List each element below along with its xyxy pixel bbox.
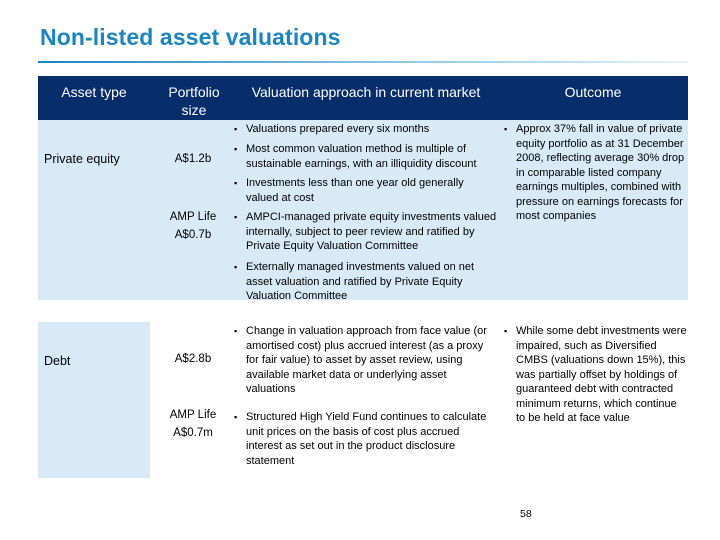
asset-type-cell: Debt [44,354,71,368]
portfolio-size-cell: AMP Life A$0.7b [169,211,217,241]
approach-bullet: ▪ Valuations prepared every six months [234,123,430,135]
header-portfolio-size: Portfolio size [168,84,220,118]
header-outcome: Outcome [564,84,622,100]
approach-bullet: ▪ Change in valuation approach from face value (or amortised cost) plus accrued interest (as a proxy for fair value) to asset by asset review, using available market data or underlying asset valuations [234,325,487,395]
table-row-debt-bar [38,322,150,478]
approach-bullet: ▪ Investments less than one year old generally valued at cost [234,177,464,204]
approach-bullet: ▪ AMPCI-managed private equity investments valued internally, subject to peer review and ratified by Private Equity Valuation Committee [234,211,497,252]
page-number: 58 [520,508,532,520]
approach-bullet: ▪ Structured High Yield Fund continues to calculate unit prices on the basis of cost plus accrued interest as set out in the product disclosure statement [234,411,487,467]
asset-type-cell: Private equity [44,152,120,166]
portfolio-size-cell: A$2.8b [174,353,212,365]
portfolio-size-cell: A$1.2b [174,153,212,165]
title-underline [38,61,688,63]
header-valuation-approach: Valuation approach in current market [251,84,481,100]
portfolio-size-cell: AMP Life A$0.7m [169,409,217,439]
header-asset-type: Asset type [61,84,127,100]
outcome-bullet: ▪ Approx 37% fall in value of private equity portfolio as at 31 December 2008, reflecting average 30% drop in comparable listed company earnings multiples, combined with pressure on earnings forecasts for most companies [504,123,685,222]
page-title: Non-listed asset valuations [40,24,341,50]
approach-bullet: ▪ Externally managed investments valued on net asset valuation and ratified by Private Equity Valuation Committee [234,261,475,302]
valuations-table [38,76,688,478]
outcome-bullet: ▪ While some debt investments were impaired, such as Diversified CMBS (valuations down 15%), this was partially offset by holdings of guaranteed debt with contracted minimum returns, which continue to be held at face value [504,325,687,424]
approach-bullet: ▪ Most common valuation method is multiple of sustainable earnings, with an illiquidity discount [234,143,477,170]
